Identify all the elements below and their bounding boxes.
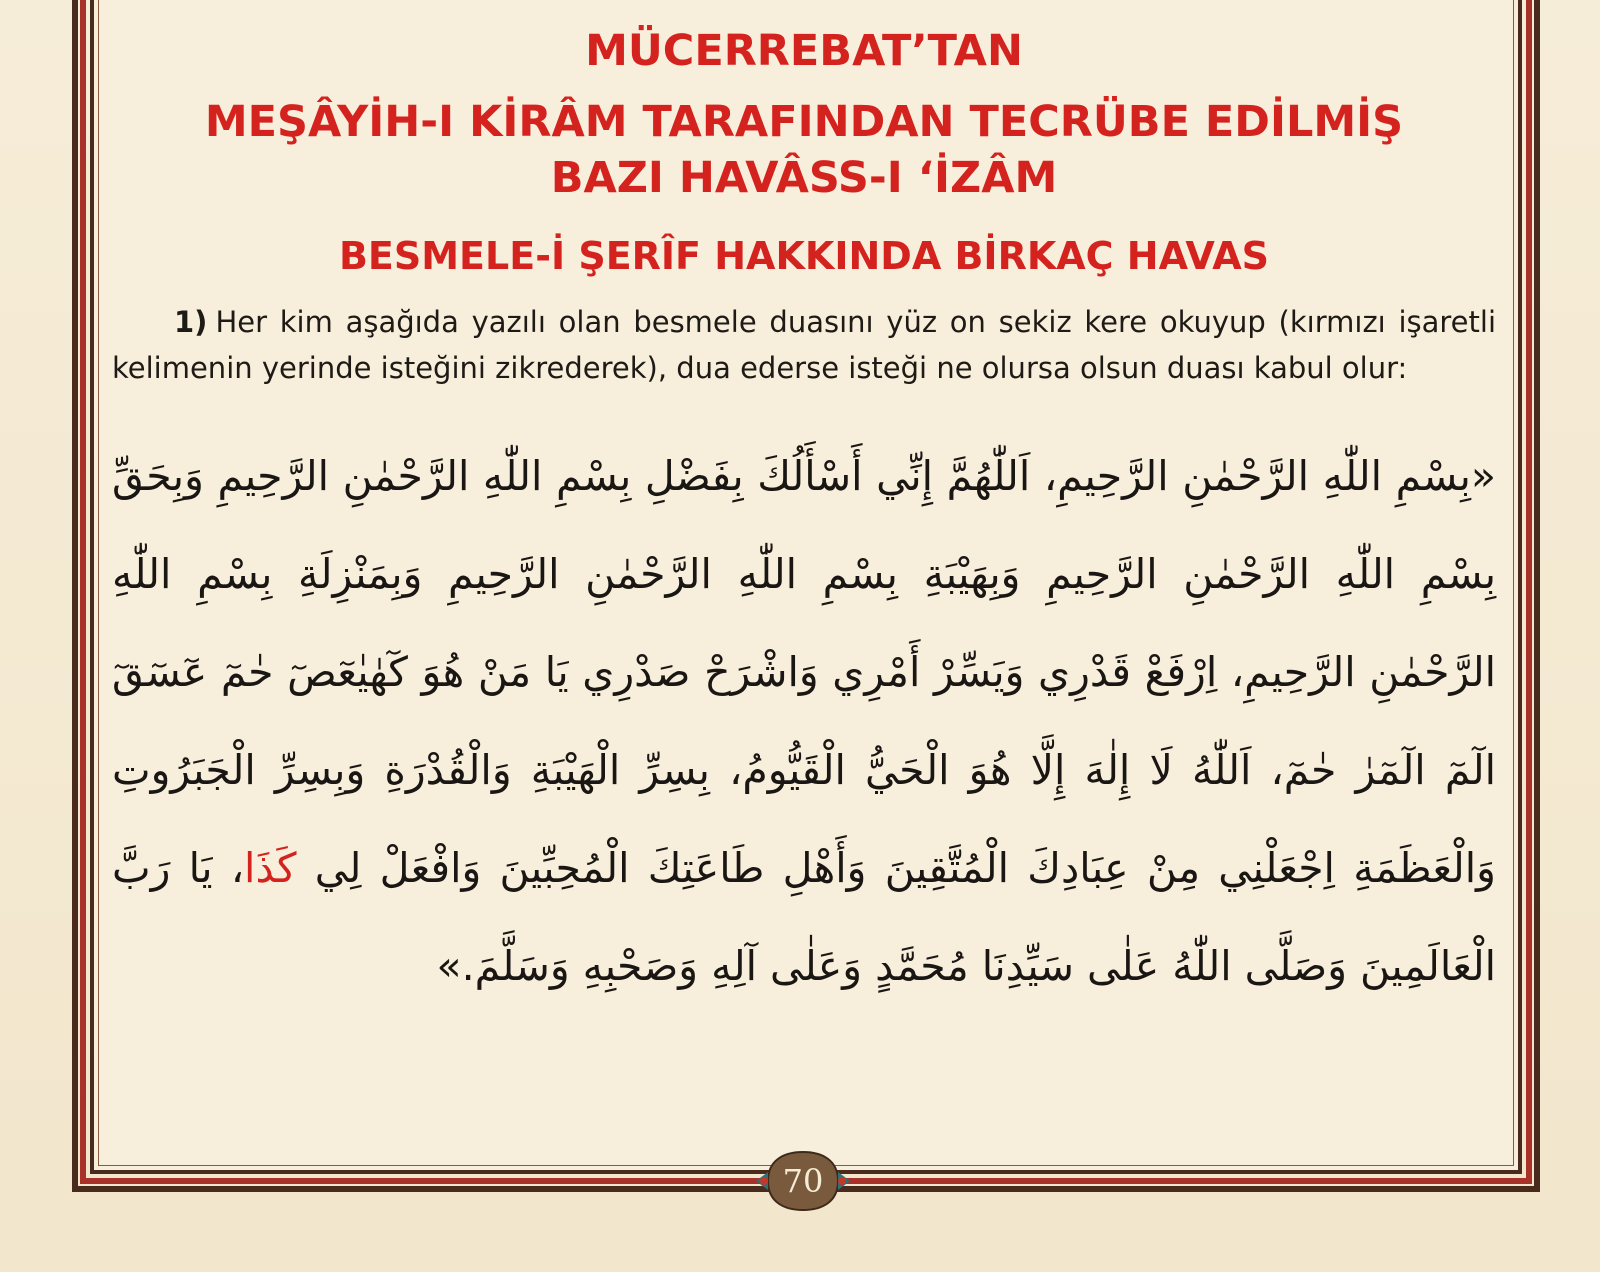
dua-text-after: ، يَا رَبَّ الْعَالَمِينَ وَصَلَّى اللّٰهُ عَلٰى سَيِّدِنَا مُحَمَّدٍ وَعَلٰى آلِهِ وَصَحْبِهِ وَسَلَّمَ.» [112,844,1496,991]
title-line-3: BAZI HAVÂSS-I ‘İZÂM [550,153,1058,204]
section-heading: BESMELE-İ ŞERÎF HAKKINDA BİRKAÇ HAVAS [338,234,1270,279]
page-number: 70 [782,1162,824,1200]
arabic-dua [112,427,1496,1015]
paragraph-1 [112,299,1496,391]
dua-red-word: كَذَا [244,844,297,893]
page-content [112,20,1496,1160]
page-number-badge [754,1148,852,1214]
dua-text-before: «بِسْمِ اللّٰهِ الرَّحْمٰنِ الرَّحِيمِ، اَللّٰهُمَّ إِنِّي أَسْأَلُكَ بِفَضْلِ بِسْمِ اللّٰهِ الرَّحْمٰنِ الرَّحِيمِ وَبِحَقِّ بِسْمِ اللّٰهِ الرَّحْمٰنِ الرَّحِيمِ وَبِهَيْبَةِ بِسْمِ اللّٰهِ الرَّحْمٰنِ الرَّحِيمِ وَبِمَنْزِلَةِ بِسْمِ اللّٰهِ الرَّحْمٰنِ الرَّحِيمِ، اِرْفَعْ قَدْرِي وَيَسِّرْ أَمْرِي وَاشْرَحْ صَدْرِي يَا مَنْ هُوَ كٓهٰيٰعٓصٓ حٰمٓ عٓسٓقٓ الٓمٓ الٓمٓرٰ حٰمٓ، اَللّٰهُ لَا إِلٰهَ إِلَّا هُوَ الْحَيُّ الْقَيُّومُ، بِسِرِّ الْهَيْبَةِ وَالْقُدْرَةِ وَبِسِرِّ الْجَبَرُوتِ وَالْعَظَمَةِ اِجْعَلْنِي مِنْ عِبَادِكَ الْمُتَّقِينَ وَأَهْلِ طَاعَتِكَ الْمُحِبِّينَ وَافْعَلْ لِي [112,452,1496,893]
paragraph-number: 1) [174,305,208,340]
title-line-1: MÜCERREBAT’TAN [585,26,1023,76]
title-line-2: MEŞÂYİH-I KİRÂM TARAFINDAN TECRÜBE EDİLMİŞ [204,96,1404,147]
paragraph-text: Her kim aşağıda yazılı olan besmele duasını yüz on sekiz kere okuyup (kırmızı işaretli kelimenin yerinde isteğini zikrederek), dua ederse isteği ne olursa olsun duası kabul olur: [112,305,1496,386]
